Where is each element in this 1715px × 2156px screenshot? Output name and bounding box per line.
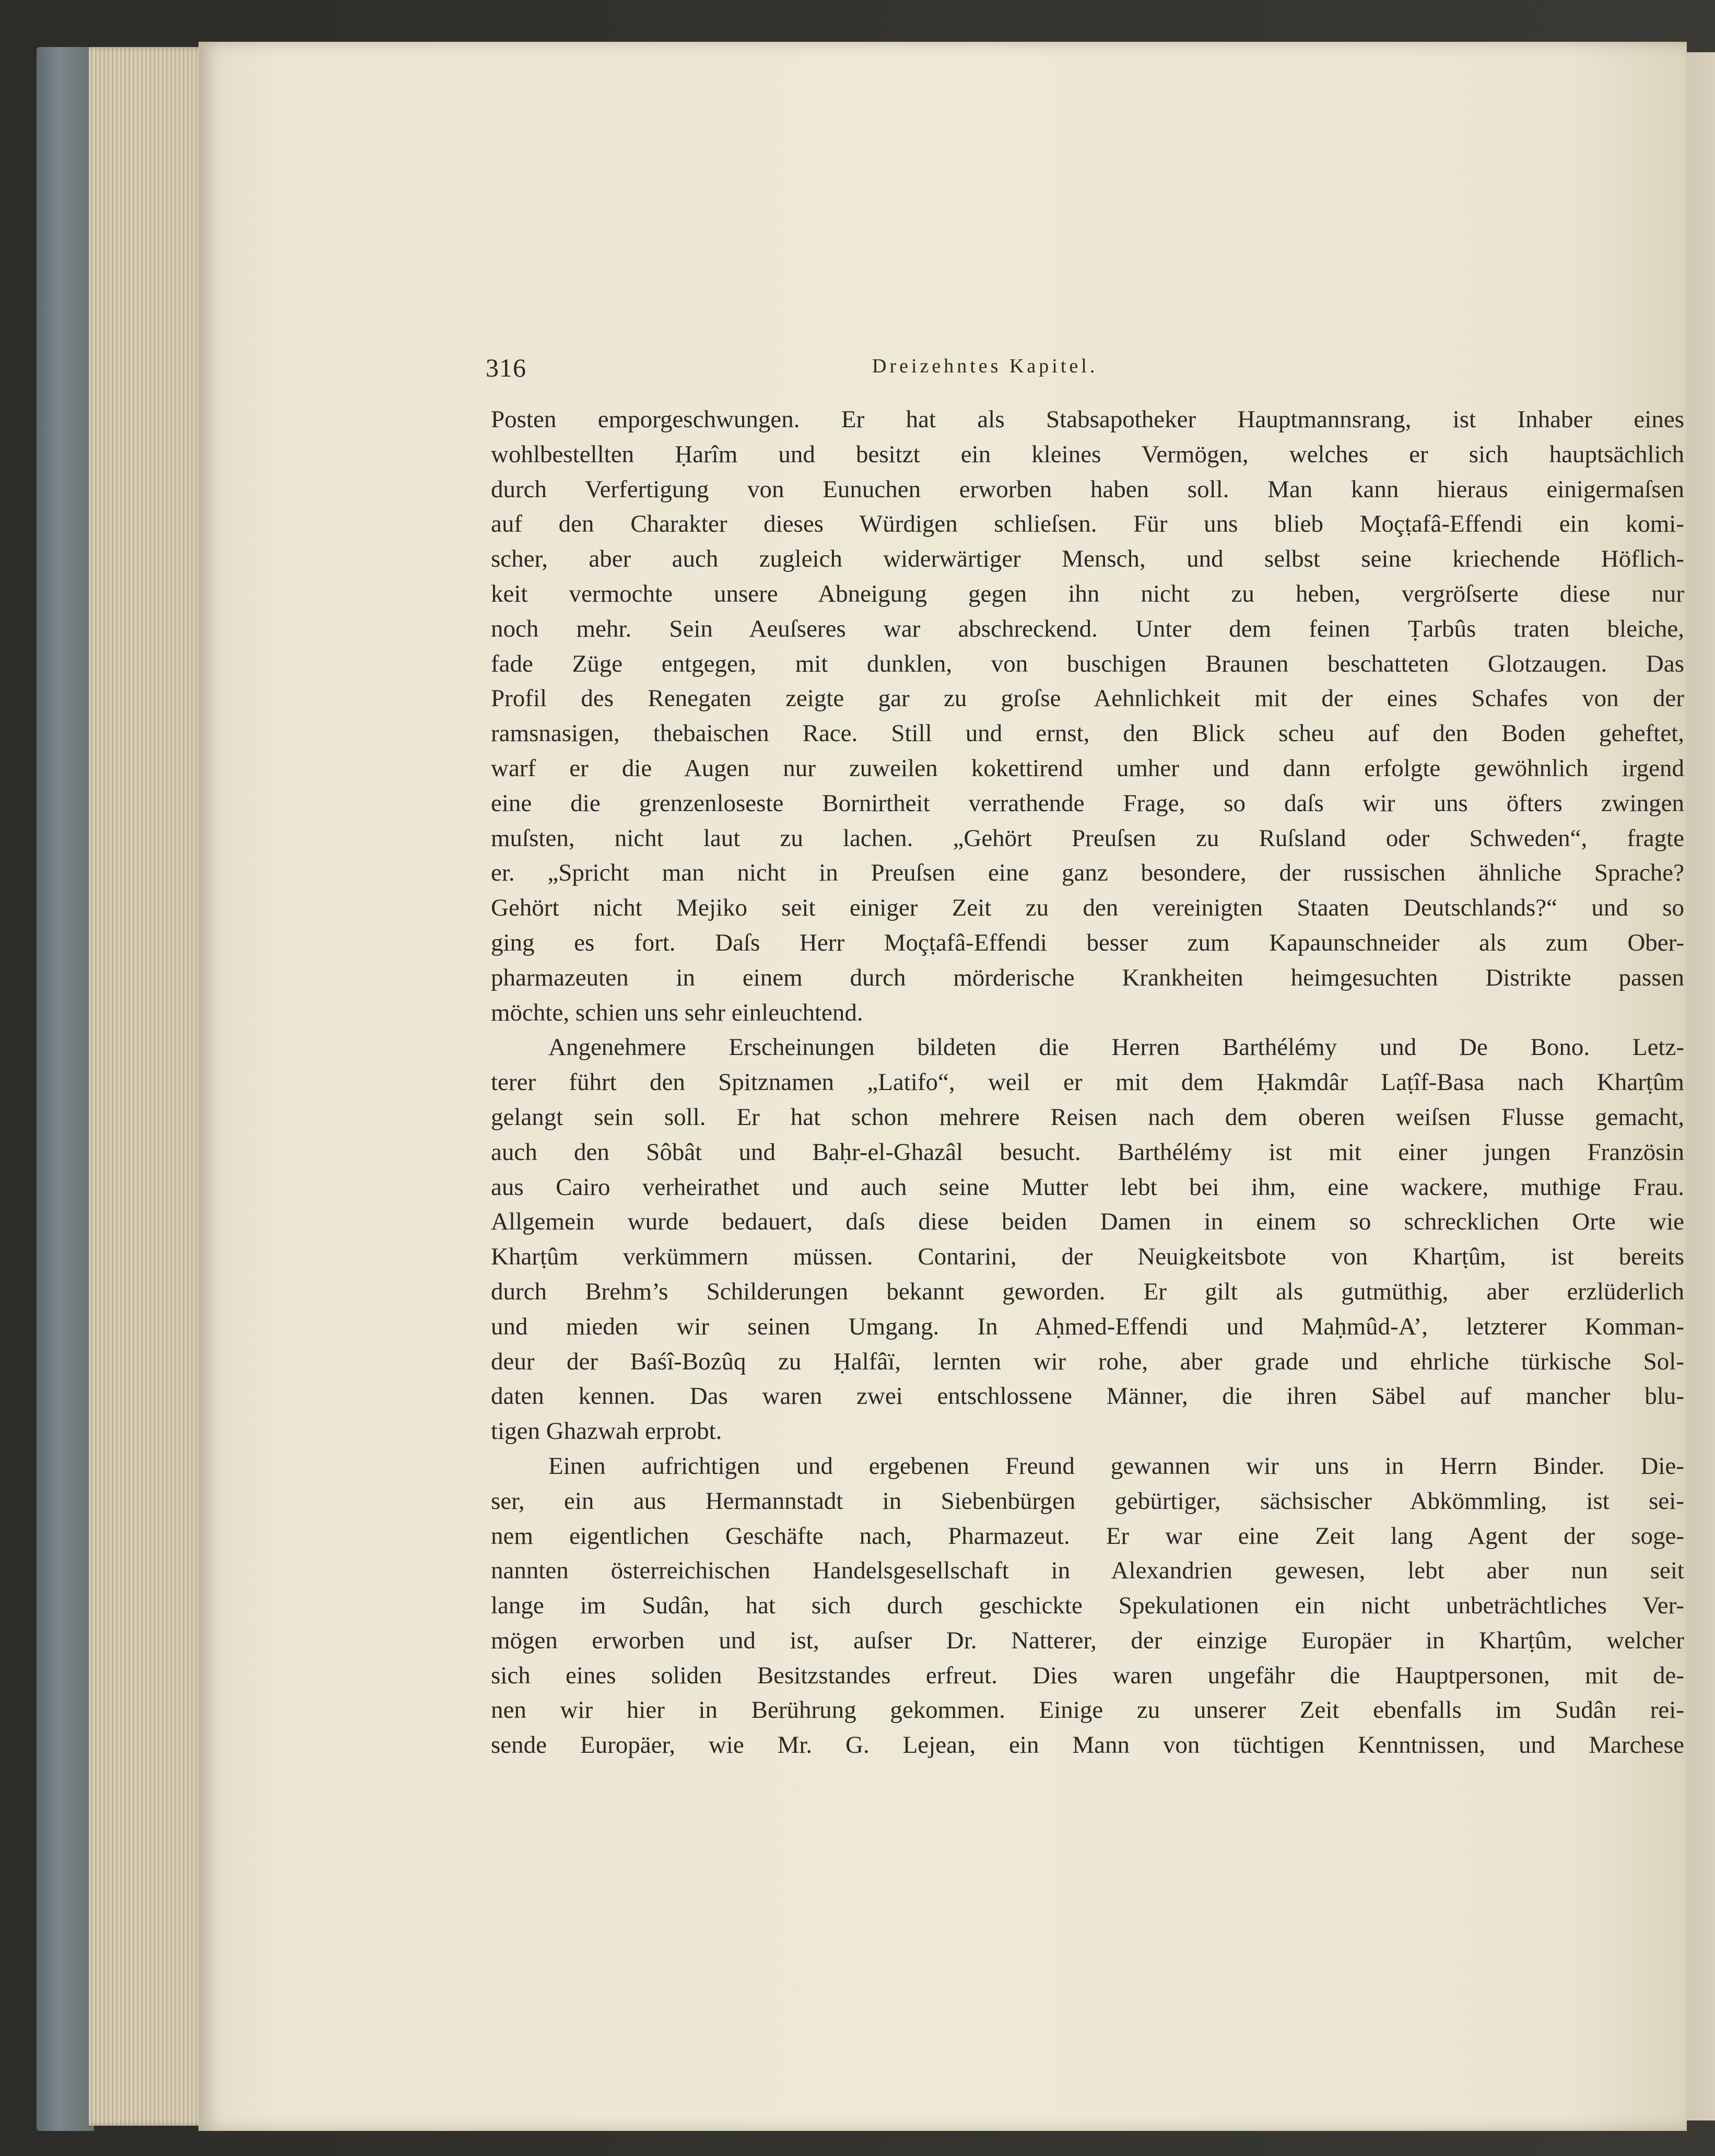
text-line: und mieden wir seinen Umgang. In Aḥmed-Effendi und Maḥmûd-A’, letzterer Komman- [491, 1313, 1684, 1340]
text-line: Angenehmere Erscheinungen bildeten die Herren Barthélémy und De Bono. Letz- [548, 1034, 1684, 1061]
text-line: durch Brehm’s Schilderungen bekannt geworden. Er gilt als gutmüthig, aber erzlüderlich [491, 1278, 1684, 1305]
text-line: ramsnasigen, thebaischen Race. Still und ernst, den Blick scheu auf den Boden geheftet, [491, 720, 1684, 747]
text-line: eine die grenzenloseste Bornirtheit verrathende Frage, so daſs wir uns öfters zwingen [491, 789, 1684, 817]
text-line: mögen erworben und ist, auſser Dr. Natterer, der einzige Europäer in Kharṭûm, welcher [491, 1626, 1684, 1654]
text-line: fade Züge entgegen, mit dunklen, von buschigen Braunen beschatteten Glotzaugen. Das [491, 650, 1684, 677]
text-line: aus Cairo verheirathet und auch seine Mutter lebt bei ihm, eine wackere, muthige Frau. [491, 1173, 1684, 1201]
running-head [198, 353, 1687, 384]
text-line: gelangt sein soll. Er hat schon mehrere Reisen nach dem oberen weiſsen Flusse gemacht, [491, 1103, 1684, 1131]
text-line: ser, ein aus Hermannstadt in Siebenbürgen gebürtiger, sächsischer Abkömmling, ist sei- [491, 1487, 1684, 1515]
text-line: nem eigentlichen Geschäfte nach, Pharmazeut. Er war eine Zeit lang Agent der soge- [491, 1522, 1684, 1550]
text-line: ging es fort. Daſs Herr Moçṭafâ-Effendi besser zum Kapaunschneider als zum Ober- [491, 929, 1684, 956]
text-line: scher, aber auch zugleich widerwärtiger Mensch, und selbst seine kriechende Höflich- [491, 545, 1684, 573]
text-line: er. „Spricht man nicht in Preuſsen eine ganz besondere, der russischen ähnliche Sprache? [491, 859, 1684, 887]
text-line: deur der Baśî-Bozûq zu Ḥalfâï, lernten wir rohe, aber grade und ehrliche türkische Sol- [491, 1348, 1684, 1375]
text-line: terer führt den Spitznamen „Latifo“, weil er mit dem Ḥakmdâr Laṭîf-Basa nach Kharṭûm [491, 1069, 1684, 1096]
book-page [198, 42, 1687, 2131]
text-line: sich eines soliden Besitzstandes erfreut. Dies waren ungefähr die Hauptpersonen, mit de- [491, 1661, 1684, 1689]
text-line: auch den Sôbât und Baḥr-el-Ghazâl besucht. Barthélémy ist mit einer jungen Französin [491, 1138, 1684, 1166]
text-line: warf er die Augen nur zuweilen kokettirend umher und dann erfolgte gewöhnlich irgend [491, 754, 1684, 782]
text-line: noch mehr. Sein Aeuſseres war abschreckend. Unter dem feinen Ṭarbûs traten bleiche, [491, 615, 1684, 642]
text-line: möchte, schien uns sehr einleuchtend. [491, 999, 863, 1026]
body-text [491, 402, 1684, 1763]
text-line: auf den Charakter dieses Würdigen schlieſsen. Für uns blieb Moçṭafâ-Effendi ein komi- [491, 510, 1684, 538]
text-line: lange im Sudân, hat sich durch geschickte Spekulationen ein nicht unbeträchtliches Ver- [491, 1592, 1684, 1620]
chapter-title: Dreizehntes Kapitel. [872, 355, 1098, 377]
text-line: daten kennen. Das waren zwei entschlossene Männer, die ihren Säbel auf mancher blu- [491, 1382, 1684, 1410]
text-line: durch Verfertigung von Eunuchen erworben haben soll. Man kann hieraus einigermaſsen [491, 475, 1684, 503]
paragraph [491, 1030, 1684, 1449]
text-line: muſsten, nicht laut zu lachen. „Gehört Preuſsen zu Ruſsland oder Schweden“, fragte [491, 824, 1684, 852]
text-line: Posten emporgeschwungen. Er hat als Stabsapotheker Hauptmannsrang, ist Inhaber eines [491, 406, 1684, 433]
text-line: Profil des Renegaten zeigte gar zu groſse Aehnlichkeit mit der eines Schafes von der [491, 685, 1684, 712]
paragraph [491, 402, 1684, 1030]
page-number: 316 [486, 353, 526, 382]
text-line: nannten österreichischen Handelsgesellschaft in Alexandrien gewesen, lebt aber nun seit [491, 1557, 1684, 1585]
text-line: tigen Ghazwah erprobt. [491, 1417, 722, 1445]
text-line: Einen aufrichtigen und ergebenen Freund gewannen wir uns in Herrn Binder. Die- [548, 1452, 1684, 1480]
text-line: nen wir hier in Berührung gekommen. Einige zu unserer Zeit ebenfalls im Sudân rei- [491, 1696, 1684, 1724]
page-stack-edge [89, 47, 209, 2126]
text-line: keit vermochte unsere Abneigung gegen ihn nicht zu heben, vergröſserte diese nur [491, 580, 1684, 607]
paragraph [491, 1449, 1684, 1763]
text-line: Gehört nicht Mejiko seit einiger Zeit zu den vereinigten Staaten Deutschlands?“ und so [491, 894, 1684, 922]
text-line: pharmazeuten in einem durch mörderische Krankheiten heimgesuchten Distrikte passen [491, 964, 1684, 991]
text-line: Kharṭûm verkümmern müssen. Contarini, der Neuigkeitsbote von Kharṭûm, ist bereits [491, 1243, 1684, 1271]
text-line: sende Europäer, wie Mr. G. Lejean, ein Mann von tüchtigen Kenntnissen, und Marchese [491, 1731, 1684, 1759]
book-cover-edge [37, 47, 94, 2131]
text-line: wohlbestellten Ḥarîm und besitzt ein kleines Vermögen, welches er sich hauptsächlich [491, 440, 1684, 468]
text-line: Allgemein wurde bedauert, daſs diese beiden Damen in einem so schrecklichen Orte wie [491, 1208, 1684, 1236]
